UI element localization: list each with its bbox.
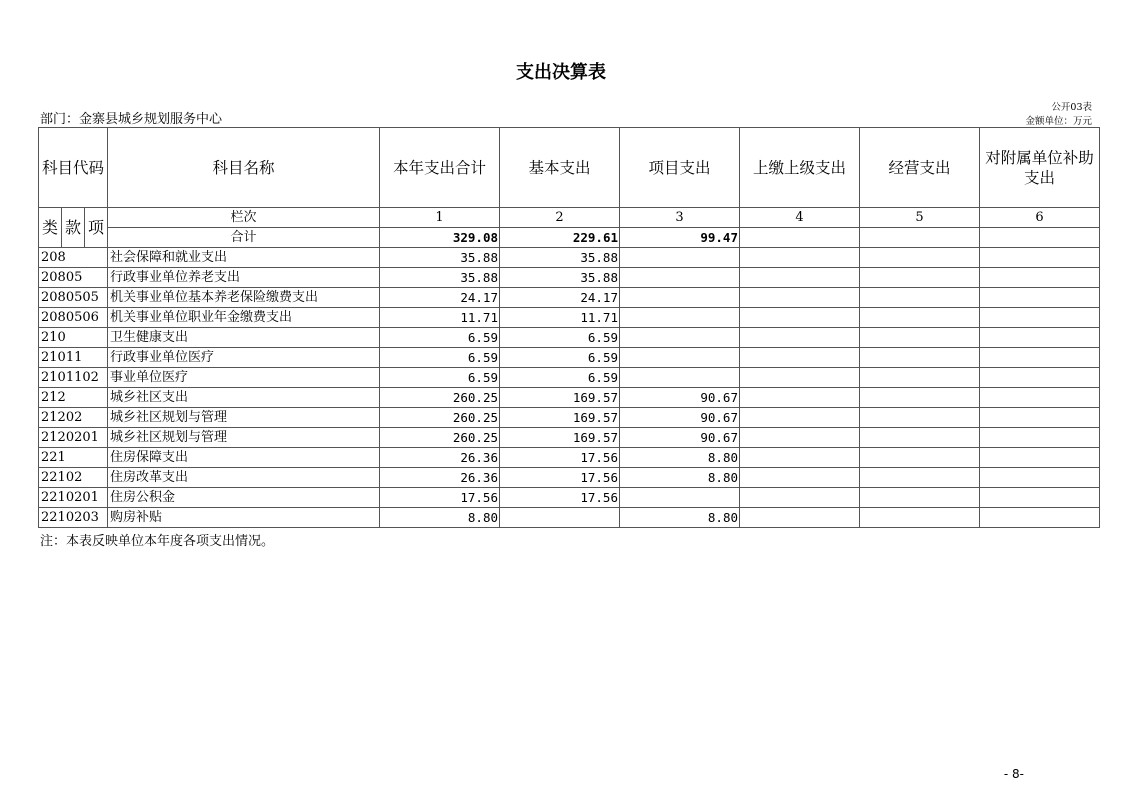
cell-code: 212	[39, 388, 108, 408]
header-upper: 上缴上级支出	[740, 128, 860, 208]
cell-name: 住房改革支出	[108, 468, 380, 488]
cell-name: 住房公积金	[108, 488, 380, 508]
totals-label: 合计	[108, 228, 380, 248]
cell-total: 11.71	[380, 308, 500, 328]
table-note: 注：本表反映单位本年度各项支出情况。	[40, 534, 275, 549]
cell-name: 社会保障和就业支出	[108, 248, 380, 268]
cell-project: 8.80	[620, 508, 740, 528]
cell-basic: 35.88	[500, 248, 620, 268]
cell-basic: 17.56	[500, 448, 620, 468]
cell-code: 2080506	[39, 308, 108, 328]
cell-subsidy	[980, 248, 1100, 268]
cell-basic: 169.57	[500, 428, 620, 448]
table-row	[39, 308, 1100, 328]
cell-basic: 6.59	[500, 348, 620, 368]
cell-business	[860, 328, 980, 348]
column-number: 3	[620, 208, 740, 228]
cell-project: 8.80	[620, 468, 740, 488]
cell-name: 城乡社区支出	[108, 388, 380, 408]
cell-upper	[740, 368, 860, 388]
column-number: 2	[500, 208, 620, 228]
cell-subsidy	[980, 308, 1100, 328]
expenditure-table	[38, 127, 1100, 528]
cell-total: 6.59	[380, 328, 500, 348]
cell-total: 35.88	[380, 248, 500, 268]
cell-business	[860, 248, 980, 268]
cell-upper	[740, 388, 860, 408]
cell-subsidy	[980, 508, 1100, 528]
table-row	[39, 248, 1100, 268]
cell-upper	[740, 408, 860, 428]
cell-subsidy	[980, 268, 1100, 288]
column-number: 5	[860, 208, 980, 228]
totals-business	[860, 228, 980, 248]
cell-upper	[740, 348, 860, 368]
cell-subsidy	[980, 408, 1100, 428]
cell-total: 6.59	[380, 348, 500, 368]
cell-code: 20805	[39, 268, 108, 288]
cell-subsidy	[980, 288, 1100, 308]
cell-total: 17.56	[380, 488, 500, 508]
cell-business	[860, 468, 980, 488]
totals-row	[39, 228, 1100, 248]
cell-subsidy	[980, 388, 1100, 408]
totals-upper	[740, 228, 860, 248]
table-row	[39, 508, 1100, 528]
column-number-row	[39, 208, 1100, 228]
column-number: 6	[980, 208, 1100, 228]
cell-business	[860, 448, 980, 468]
table-row	[39, 488, 1100, 508]
header-total: 本年支出合计	[380, 128, 500, 208]
cell-subsidy	[980, 348, 1100, 368]
header-business: 经营支出	[860, 128, 980, 208]
column-number: 1	[380, 208, 500, 228]
cell-business	[860, 488, 980, 508]
cell-basic: 17.56	[500, 468, 620, 488]
cell-upper	[740, 468, 860, 488]
cell-business	[860, 368, 980, 388]
header-basic: 基本支出	[500, 128, 620, 208]
document-title: 支出决算表	[516, 62, 606, 83]
cell-business	[860, 268, 980, 288]
header-code: 科目代码	[39, 128, 108, 208]
form-number: 公开03表	[1051, 102, 1092, 113]
cell-project: 90.67	[620, 388, 740, 408]
cell-subsidy	[980, 428, 1100, 448]
cell-upper	[740, 428, 860, 448]
cell-subsidy	[980, 448, 1100, 468]
page-number: - 8-	[1003, 767, 1024, 781]
table-row	[39, 328, 1100, 348]
cell-name: 住房保障支出	[108, 448, 380, 468]
cell-upper	[740, 288, 860, 308]
table-row	[39, 268, 1100, 288]
cell-upper	[740, 328, 860, 348]
cell-project	[620, 288, 740, 308]
cell-total: 260.25	[380, 388, 500, 408]
cell-subsidy	[980, 468, 1100, 488]
cell-business	[860, 288, 980, 308]
cell-upper	[740, 508, 860, 528]
cell-basic: 169.57	[500, 388, 620, 408]
cell-project	[620, 248, 740, 268]
cell-upper	[740, 488, 860, 508]
header-subsidy: 对附属单位补助支出	[980, 128, 1100, 208]
cell-upper	[740, 308, 860, 328]
cell-code: 208	[39, 248, 108, 268]
header-kuan: 款	[62, 208, 85, 248]
header-lanci: 栏次	[108, 208, 380, 228]
cell-total: 260.25	[380, 408, 500, 428]
cell-basic: 24.17	[500, 288, 620, 308]
amount-unit: 金额单位：万元	[1025, 116, 1092, 127]
table-row	[39, 428, 1100, 448]
cell-code: 2101102	[39, 368, 108, 388]
cell-project	[620, 348, 740, 368]
cell-total: 8.80	[380, 508, 500, 528]
cell-project	[620, 268, 740, 288]
cell-total: 26.36	[380, 448, 500, 468]
table-row	[39, 448, 1100, 468]
table-row	[39, 348, 1100, 368]
cell-name: 购房补贴	[108, 508, 380, 528]
cell-total: 6.59	[380, 368, 500, 388]
header-name: 科目名称	[108, 128, 380, 208]
cell-name: 城乡社区规划与管理	[108, 408, 380, 428]
cell-code: 221	[39, 448, 108, 468]
cell-total: 26.36	[380, 468, 500, 488]
cell-basic: 169.57	[500, 408, 620, 428]
cell-name: 行政事业单位医疗	[108, 348, 380, 368]
cell-project	[620, 488, 740, 508]
cell-code: 210	[39, 328, 108, 348]
cell-code: 2080505	[39, 288, 108, 308]
cell-code: 21011	[39, 348, 108, 368]
cell-project	[620, 328, 740, 348]
cell-basic: 6.59	[500, 328, 620, 348]
cell-total: 35.88	[380, 268, 500, 288]
cell-business	[860, 348, 980, 368]
cell-subsidy	[980, 368, 1100, 388]
cell-name: 事业单位医疗	[108, 368, 380, 388]
header-project: 项目支出	[620, 128, 740, 208]
cell-total: 260.25	[380, 428, 500, 448]
totals-subsidy	[980, 228, 1100, 248]
cell-name: 机关事业单位职业年金缴费支出	[108, 308, 380, 328]
cell-business	[860, 308, 980, 328]
cell-basic: 11.71	[500, 308, 620, 328]
cell-basic	[500, 508, 620, 528]
table-row	[39, 408, 1100, 428]
cell-basic: 6.59	[500, 368, 620, 388]
cell-project: 8.80	[620, 448, 740, 468]
totals-project: 99.47	[620, 228, 740, 248]
cell-name: 机关事业单位基本养老保险缴费支出	[108, 288, 380, 308]
cell-project: 90.67	[620, 408, 740, 428]
cell-basic: 35.88	[500, 268, 620, 288]
cell-business	[860, 428, 980, 448]
cell-upper	[740, 448, 860, 468]
table-row	[39, 388, 1100, 408]
column-number: 4	[740, 208, 860, 228]
cell-code: 2210201	[39, 488, 108, 508]
cell-name: 城乡社区规划与管理	[108, 428, 380, 448]
cell-name: 卫生健康支出	[108, 328, 380, 348]
cell-subsidy	[980, 488, 1100, 508]
department-label: 部门：金寨县城乡规划服务中心	[40, 112, 223, 127]
header-xiang: 项	[85, 208, 108, 248]
cell-upper	[740, 268, 860, 288]
table-row	[39, 468, 1100, 488]
cell-code: 2210203	[39, 508, 108, 528]
cell-project	[620, 368, 740, 388]
table-row	[39, 288, 1100, 308]
cell-subsidy	[980, 328, 1100, 348]
cell-project: 90.67	[620, 428, 740, 448]
cell-upper	[740, 248, 860, 268]
cell-basic: 17.56	[500, 488, 620, 508]
cell-business	[860, 388, 980, 408]
cell-code: 2120201	[39, 428, 108, 448]
cell-code: 21202	[39, 408, 108, 428]
cell-business	[860, 508, 980, 528]
totals-total: 329.08	[380, 228, 500, 248]
header-row	[39, 128, 1100, 208]
cell-project	[620, 308, 740, 328]
cell-business	[860, 408, 980, 428]
totals-basic: 229.61	[500, 228, 620, 248]
cell-total: 24.17	[380, 288, 500, 308]
table-row	[39, 368, 1100, 388]
header-lei: 类	[39, 208, 62, 248]
cell-name: 行政事业单位养老支出	[108, 268, 380, 288]
cell-code: 22102	[39, 468, 108, 488]
